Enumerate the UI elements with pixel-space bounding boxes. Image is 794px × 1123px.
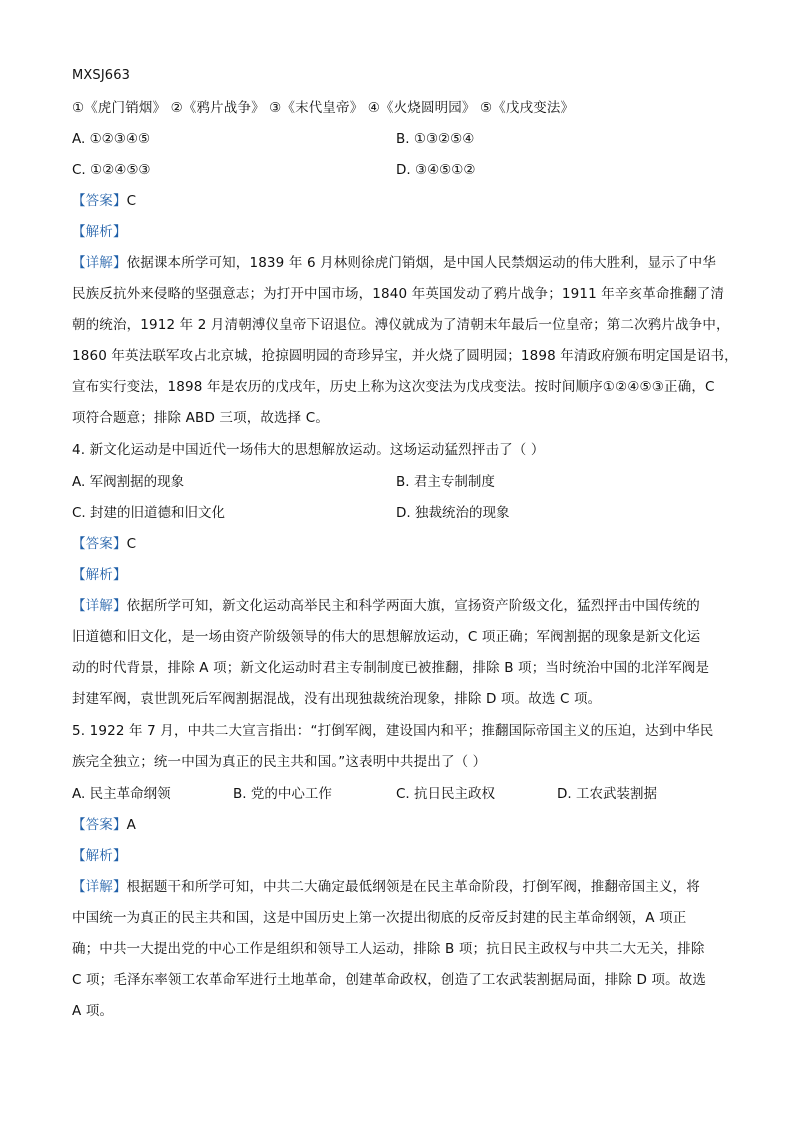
q3-items: ①《虎门销烟》 ②《鸦片战争》 ③《末代皇帝》 ④《火烧圆明园》 ⑤《戊戌变法》 [72,100,575,116]
q4-detail-line: 动的时代背景，排除 A 项；新文化运动时君主专制制度已被推翻，排除 B 项；当时统治中国的北洋军阀是 [72,660,710,676]
q3-option-d: D. ③④⑤①② [396,162,476,178]
q4-analysis-heading [72,565,727,585]
q4-option-b: B. 君主专制制度 [396,474,495,490]
detail-tag: 【详解】 [72,598,127,614]
document-code: MXSJ663 [72,68,131,83]
q5-analysis-heading [72,846,727,866]
q4-detail-line: 旧道德和旧文化，是一场由资产阶级领导的伟大的思想解放运动，C 项正确；军阀割据的现象是新文化运 [72,629,701,645]
q5-stem-line: 族完全独立；统一中国为真正的民主共和国。”这表明中共提出了（ ） [72,754,487,770]
q5-option-b: B. 党的中心工作 [233,786,332,802]
answer-tag: 【答案】 [72,536,127,552]
q4-option-a: A. 军阀割据的现象 [72,474,185,490]
q4-detail-line: 封建军阀，袁世凯死后军阀割据混战，没有出现独裁统治现象，排除 D 项。故选 C 项。 [72,691,602,707]
answer-value: A [126,817,136,833]
q3-option-c: C. ①②④⑤③ [72,162,151,178]
q3-analysis-heading [72,222,727,242]
answer-tag: 【答案】 [72,817,127,833]
answer-tag: 【答案】 [72,193,127,209]
q4-option-d: D. 独裁统治的现象 [396,505,510,521]
detail-tag: 【详解】 [72,879,127,895]
q5-detail-line: A 项。 [72,1003,114,1019]
q3-detail-line: 项符合题意；排除 ABD 三项，故选择 C。 [72,410,329,426]
detail-text: 依据课本所学可知，1839 年 6 月林则徐虎门销烟，是中国人民禁烟运动的伟大胜利，显示了中华 [126,255,716,271]
q5-detail-line: 中国统一为真正的民主共和国，这是中国历史上第一次提出彻底的反帝反封建的民主革命纲领，A 项正 [72,910,687,926]
q5-detail-line: 确；中共一大提出党的中心工作是组织和领导工人运动，排除 B 项；抗日民主政权与中共二大无关，排除 [72,941,705,957]
analysis-tag: 【解析】 [72,848,127,864]
q5-detail-line [72,877,727,897]
detail-text: 依据所学可知，新文化运动高举民主和科学两面大旗，宣扬资产阶级文化，猛烈抨击中国传统的 [126,598,700,614]
q3-answer [72,191,727,211]
q3-detail-line: 民族反抗外来侵略的坚强意志；为打开中国市场，1840 年英国发动了鸦片战争；1911 年辛亥革命推翻了清 [72,286,725,302]
analysis-tag: 【解析】 [72,567,127,583]
q5-option-d: D. 工农武装割据 [557,786,657,802]
q4-detail-line [72,596,727,616]
analysis-tag: 【解析】 [72,224,127,240]
answer-value: C [126,193,137,209]
q3-option-b: B. ①③②⑤④ [396,131,475,147]
q5-option-a: A. 民主革命纲领 [72,786,171,802]
answer-value: C [126,536,137,552]
detail-tag: 【详解】 [72,255,127,271]
q3-detail-line: 朝的统治，1912 年 2 月清朝溥仪皇帝下诏退位。溥仪就成为了清朝末年最后一位皇帝；第二次鸦片战争中， [72,317,730,333]
q3-option-a: A. ①②③④⑤ [72,131,151,147]
q3-detail-line [72,253,727,273]
q4-answer [72,534,727,554]
q3-detail-line: 宣布实行变法，1898 年是农历的戊戌年，历史上称为这次变法为戊戌变法。按时间顺序①②④⑤③正确，C [72,379,715,395]
q5-option-c: C. 抗日民主政权 [396,786,496,802]
q5-answer [72,815,727,835]
q4-stem: 4. 新文化运动是中国近代一场伟大的思想解放运动。这场运动猛烈抨击了（ ） [72,442,545,458]
q3-detail-line: 1860 年英法联军攻占北京城，抢掠圆明园的奇珍异宝，并火烧了圆明园；1898 年清政府颁布明定国是诏书， [72,348,738,364]
q4-option-c: C. 封建的旧道德和旧文化 [72,505,226,521]
q5-detail-line: C 项；毛泽东率领工农革命军进行土地革命，创建革命政权，创造了工农武装割据局面，排除 D 项。故选 [72,972,707,988]
q5-stem-line: 5. 1922 年 7 月，中共二大宣言指出：“打倒军阀，建设国内和平；推翻国际帝国主义的压迫，达到中华民 [72,723,714,739]
detail-text: 根据题干和所学可知，中共二大确定最低纲领是在民主革命阶段，打倒军阀，推翻帝国主义，将 [126,879,700,895]
